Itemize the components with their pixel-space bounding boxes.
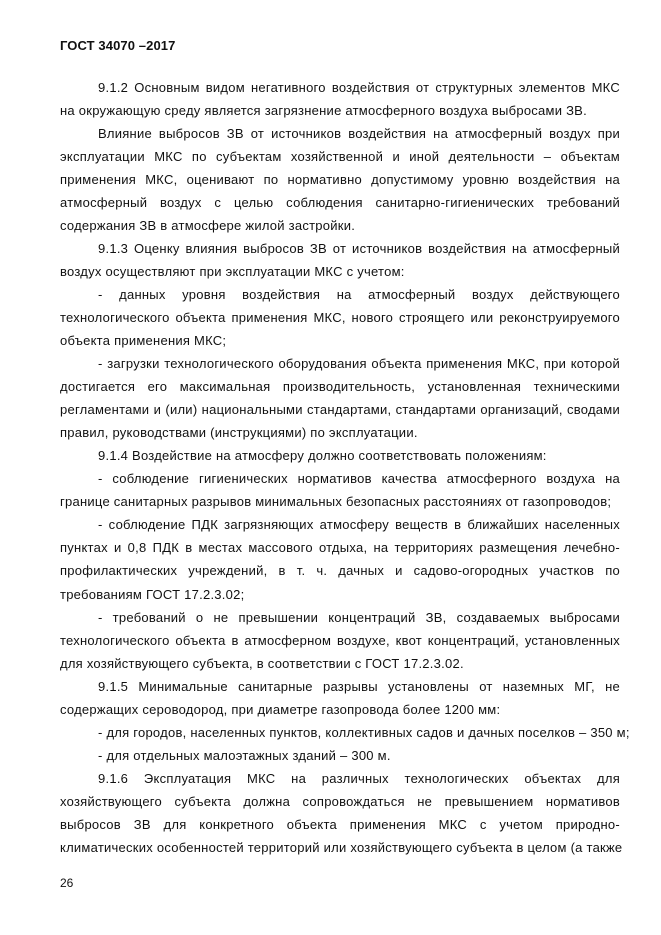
document-body bbox=[60, 76, 630, 860]
paragraph bbox=[60, 721, 630, 744]
text-line: - соблюдение гигиенических нормативов качества атмосферного воздуха на bbox=[98, 471, 620, 487]
paragraph bbox=[60, 606, 620, 675]
paragraph bbox=[60, 283, 620, 352]
text-line: атмосферный воздух с целью соблюдения санитарно-гигиенических требований bbox=[60, 194, 620, 210]
paragraph bbox=[60, 767, 623, 859]
text-line: - соблюдение ПДК загрязняющих атмосферу веществ в ближайших населенных bbox=[98, 517, 620, 533]
text-line: содержания ЗВ в атмосфере жилой застройки. bbox=[60, 217, 356, 233]
text-line: регламентами и (или) национальными стандартами, стандартами организаций, сводами bbox=[60, 402, 620, 418]
text-line: Влияние выбросов ЗВ от источников воздействия на атмосферный воздух при bbox=[98, 125, 620, 141]
paragraph bbox=[60, 237, 620, 283]
text-line: границе санитарных разрывов минимальных безопасных расстояниях от газопроводов; bbox=[60, 494, 612, 510]
text-line: 9.1.6 Эксплуатация МКС на различных технологических объектах для bbox=[98, 770, 620, 786]
text-line: климатических особенностей территорий или хозяйствующего субъекта в целом (а также bbox=[60, 840, 623, 856]
text-line: достигается его максимальная производительность, установленная техническими bbox=[60, 379, 620, 395]
text-line: технологического объекта применения МКС, нового строящего или реконструируемого bbox=[60, 309, 620, 325]
text-line: - для отдельных малоэтажных зданий – 300 м. bbox=[98, 747, 391, 763]
paragraph bbox=[60, 675, 620, 721]
text-line: - данных уровня воздействия на атмосферный воздух действующего bbox=[98, 286, 620, 302]
text-line: хозяйствующего субъекта должна сопровождаться не превышением нормативов bbox=[60, 793, 620, 809]
paragraph bbox=[60, 467, 620, 513]
text-line: - требований о не превышении концентраций ЗВ, создаваемых выбросами bbox=[98, 609, 620, 625]
text-line: 9.1.4 Воздействие на атмосферу должно соответствовать положениям: bbox=[98, 448, 547, 464]
paragraph bbox=[60, 122, 620, 237]
paragraph bbox=[60, 444, 620, 467]
text-line: профилактических учреждений, в т. ч. дачных и садово-огородных участков по bbox=[60, 563, 620, 579]
paragraph bbox=[60, 513, 620, 605]
text-line: - загрузки технологического оборудования объекта применения МКС, при которой bbox=[98, 356, 620, 372]
paragraph bbox=[60, 744, 620, 767]
text-line: применения МКС, оценивают по нормативно допустимому уровню воздействия на bbox=[60, 171, 620, 187]
text-line: требованиям ГОСТ 17.2.3.02; bbox=[60, 586, 245, 602]
text-line: выбросов ЗВ для конкретного объекта применения МКС с учетом природно- bbox=[60, 817, 620, 832]
text-line: - для городов, населенных пунктов, коллективных садов и дачных поселков – 350 м; bbox=[98, 724, 630, 740]
text-line: содержащих сероводород, при диаметре газопровода более 1200 мм: bbox=[60, 701, 501, 717]
text-line: пунктах и 0,8 ПДК в местах массового отдыха, на территориях размещения лечебно- bbox=[60, 540, 620, 556]
text-line: 9.1.3 Оценку влияния выбросов ЗВ от источников воздействия на атмосферный bbox=[98, 240, 620, 256]
text-line: объекта применения МКС; bbox=[60, 333, 227, 349]
text-line: технологического объекта в атмосферном воздухе, квот концентраций, установленных bbox=[60, 632, 620, 648]
text-line: 9.1.2 Основным видом негативного воздействия от структурных элементов МКС bbox=[98, 79, 620, 95]
text-line: воздух осуществляют при эксплуатации МКС с учетом: bbox=[60, 263, 405, 279]
paragraph bbox=[60, 352, 620, 444]
text-line: правил, руководствами (инструкциями) по эксплуатации. bbox=[60, 425, 418, 441]
page-number: 26 bbox=[60, 876, 74, 890]
document-header: ГОСТ 34070 –2017 bbox=[60, 38, 176, 53]
paragraph bbox=[60, 76, 620, 122]
text-line: эксплуатации МКС по субъектам хозяйственной и иной деятельности – объектам bbox=[60, 148, 620, 164]
text-line: на окружающую среду является загрязнение атмосферного воздуха выбросами ЗВ. bbox=[60, 102, 587, 118]
text-line: 9.1.5 Минимальные санитарные разрывы установлены от наземных МГ, не bbox=[98, 678, 620, 694]
text-line: для хозяйствующего субъекта, в соответствии с ГОСТ 17.2.3.02. bbox=[60, 655, 464, 671]
